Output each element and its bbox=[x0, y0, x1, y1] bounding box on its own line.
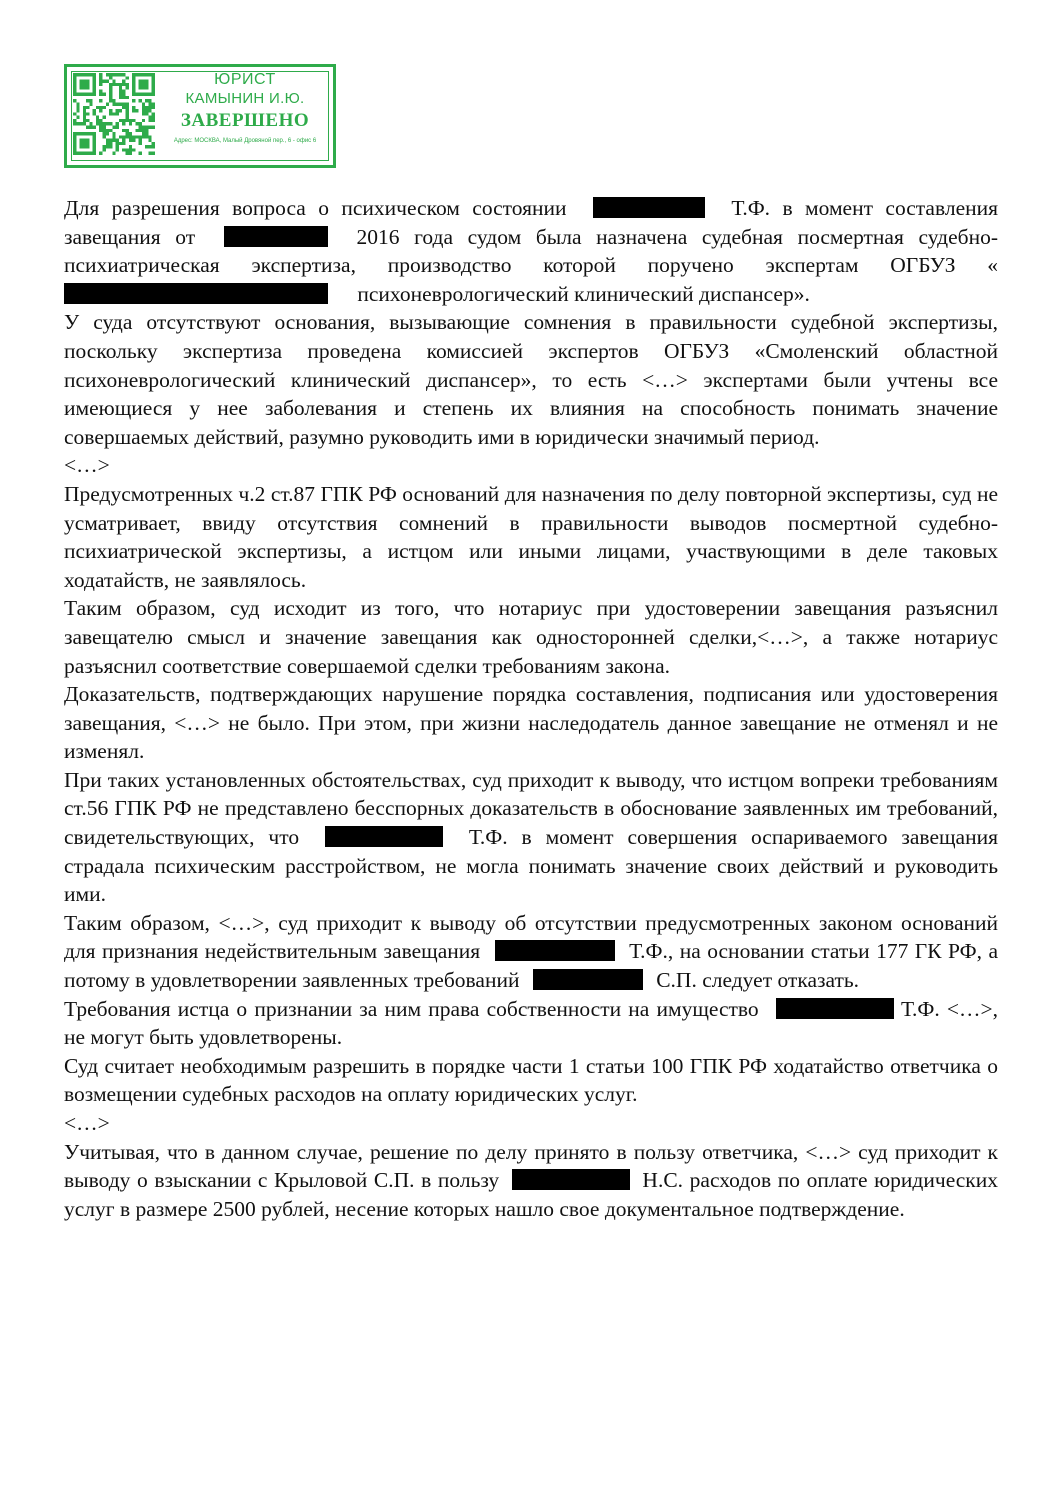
paragraph-no-repeat-expertise: Предусмотренных ч.2 ст.87 ГПК РФ оснований для назначения по делу повторной экспертизы, суд не усматривает, ввиду отсутствия сомнений в правильности выводов посмертной судебно-психиатрической экспертизы, а истцом или иными лицами, участвующими в деле таковых ходатайств, не заявлялось. bbox=[64, 481, 998, 592]
stamp-address: Адрес: МОСКВА, Малый Дровяной пер., 6 - офис 6 bbox=[173, 138, 317, 144]
paragraph-notary: Таким образом, суд исходит из того, что нотариус при удостоверении завещания разъяснил завещателю смысл и значение завещания как односторонней сделки,<…>, а также нотариус разъяснил соответствие совершаемой сделки требованиям закона. bbox=[64, 596, 998, 678]
paragraph-recovery: Учитывая, что в данном случае, решение по делу принято в пользу ответчика, <…> суд приходит к выводу о взыскании с Крыловой С.П. в пользу Н.С. расходов по оплате юридических услуг в размере 2500 рублей, несение которых нашло свое документальное подтверждение. bbox=[64, 1139, 999, 1221]
redaction-block bbox=[224, 226, 328, 247]
paragraph-ellipsis: <…> bbox=[64, 453, 110, 478]
stamp-status: ЗАВЕРШЕНО bbox=[180, 110, 310, 131]
qr-code-icon bbox=[73, 73, 155, 155]
redaction-block bbox=[512, 1169, 630, 1190]
paragraph-property-claim: Требования истца о признании за ним права собственности на имущество Т.Ф. <…>, не могут быть удовлетворены. bbox=[64, 996, 999, 1050]
redaction-block bbox=[776, 998, 894, 1019]
completion-stamp bbox=[64, 64, 336, 168]
redaction-block bbox=[64, 283, 328, 304]
paragraph-expertise-appointment: Для разрешения вопроса о психическом состоянии Т.Ф. в момент составления завещания от 2016 года судом была назначена судебная посмертная судебно-психиатрическая экспертиза, производство которой поручено экспертам ОГБУЗ « психоневрологический клинический диспансер». bbox=[64, 196, 999, 306]
document-body bbox=[64, 194, 998, 1223]
paragraph-ellipsis: <…> bbox=[64, 1111, 110, 1135]
stamp-title: ЮРИСТ bbox=[214, 71, 276, 88]
stamp-text-block bbox=[159, 69, 331, 163]
paragraph-no-evidence: При таких установленных обстоятельствах, суд приходит к выводу, что истцом вопреки требованиям ст.56 ГПК РФ не представлено бесспорных доказательств в обоснование заявленных им требований, свидетельствующих, что Т.Ф. в момент совершения оспариваемого завещания страдала психическим расстройством, не могла понимать значение своих действий и руководить ими. bbox=[64, 767, 998, 907]
paragraph-court-costs: Суд считает необходимым разрешить в порядке части 1 статьи 100 ГПК РФ ходатайство ответчика о возмещении судебных расходов на оплату юридических услуг. bbox=[64, 1053, 998, 1107]
redaction-block bbox=[495, 940, 615, 961]
paragraph-no-violations: Доказательств, подтверждающих нарушение порядка составления, подписания или удостоверения завещания, <…> не было. При этом, при жизни наследодатель данное завещание не отменял и не изменял. bbox=[64, 682, 998, 764]
stamp-name: КАМЫНИН И.Ю. bbox=[185, 90, 305, 107]
paragraph-refusal: Таким образом, <…>, суд приходит к выводу об отсутствии предусмотренных законом оснований для признания недействительным завещания Т.Ф., на основании статьи 177 ГК РФ, а потому в удовлетворении заявленных требований С.П. следует отказать. bbox=[64, 910, 999, 993]
redaction-block bbox=[533, 969, 643, 990]
redaction-block bbox=[593, 197, 705, 218]
paragraph-no-doubts: У суда отсутствуют основания, вызывающие сомнения в правильности судебной экспертизы, поскольку экспертиза проведена комиссией экспертов ОГБУЗ «Смоленский областной психоневрологический клинический диспансер», то есть <…> экспертами были учтены все имеющиеся у нее заболевания и степень их влияния на способность понимать значение совершаемых действий, разумно руководить ими в юридически значимый период. bbox=[64, 310, 998, 449]
redaction-block bbox=[325, 826, 443, 847]
